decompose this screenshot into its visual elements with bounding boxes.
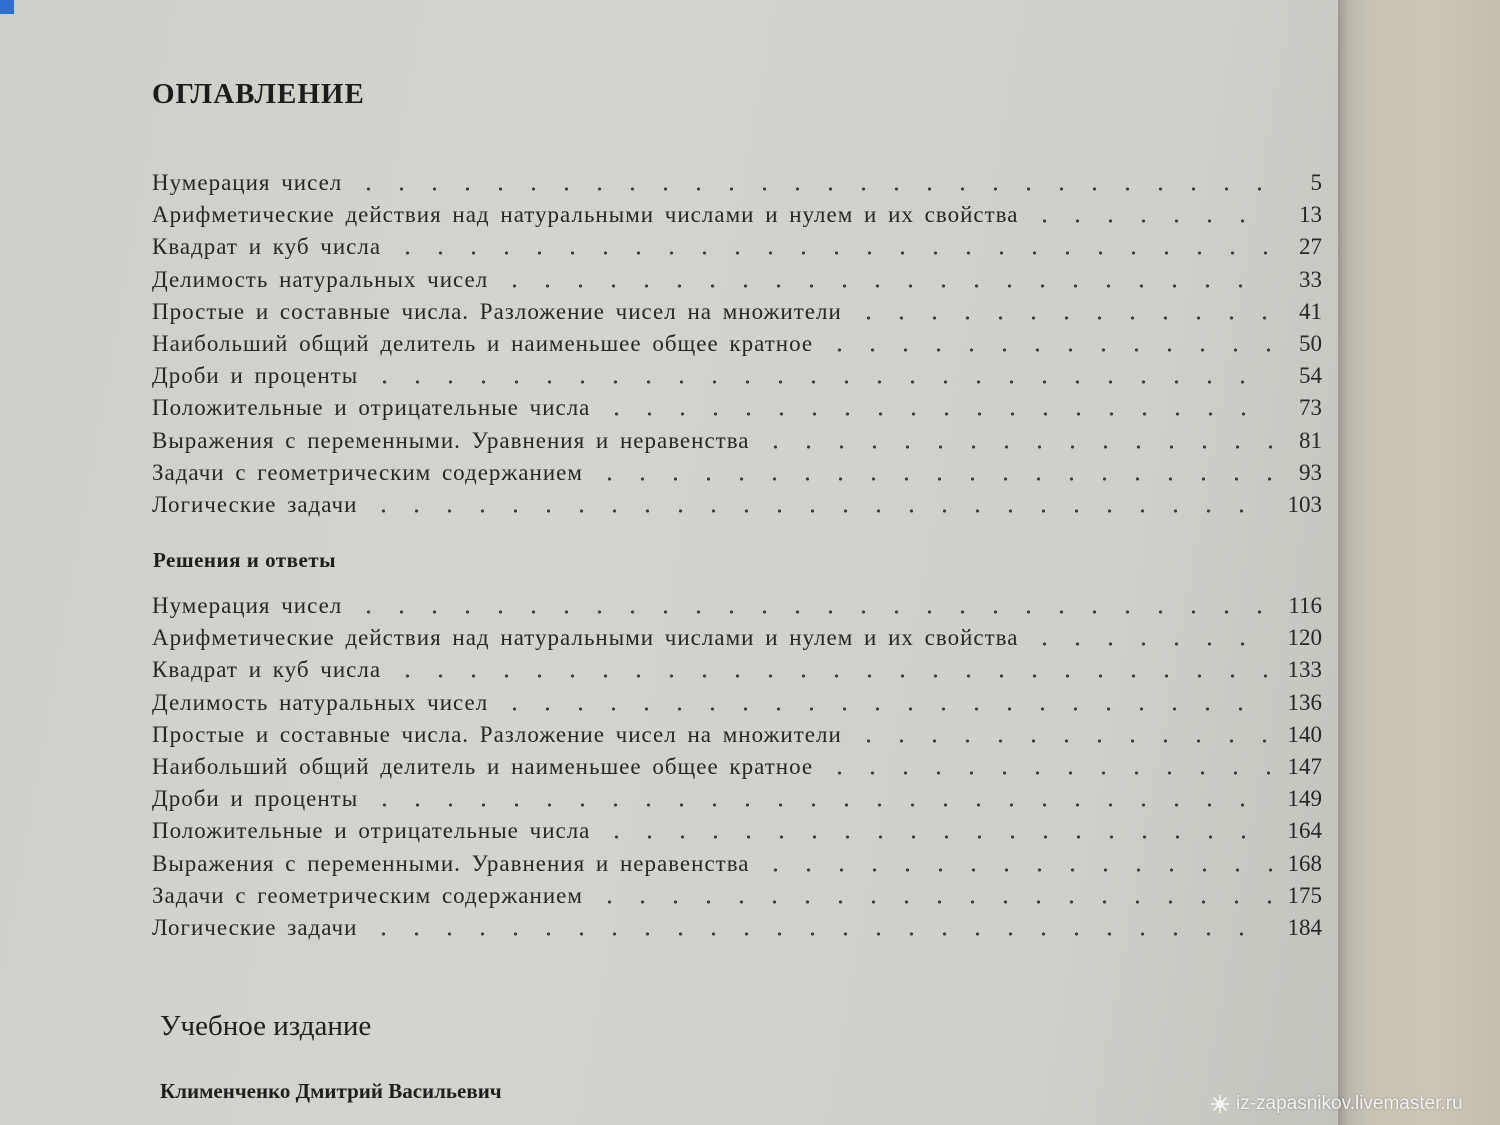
toc-entry <box>152 166 1322 196</box>
toc-entry <box>152 911 1322 941</box>
leader-dots <box>759 430 1272 450</box>
toc-entry-page: 41 <box>1299 298 1322 324</box>
toc-entry-title: Выражения с переменными. Уравнения и неравенства <box>152 850 750 876</box>
toc-entry-page: 120 <box>1287 625 1322 651</box>
corner-mark <box>0 0 14 14</box>
toc-entry-page: 73 <box>1299 395 1322 421</box>
answers-section-title: Решения и ответы <box>153 548 336 572</box>
toc-entry-title: Квадрат и куб числа <box>152 657 382 683</box>
toc-entry <box>152 686 1322 716</box>
leader-dots <box>1028 627 1272 647</box>
toc-entry-page: 149 <box>1287 786 1322 812</box>
leader-dots <box>368 365 1272 385</box>
toc-entry-page: 33 <box>1299 266 1322 292</box>
toc-entry <box>152 424 1322 454</box>
toc-entry-title: Дроби и проценты <box>152 786 359 812</box>
toc-entry-title: Нумерация чисел <box>152 170 343 195</box>
toc-entry-title: Наибольший общий делитель и наименьшее общее кратное <box>152 754 814 779</box>
toc-entry-page: 136 <box>1287 689 1322 715</box>
toc-entry-page: 147 <box>1287 754 1322 779</box>
watermark <box>1210 1093 1463 1115</box>
toc-entry-page: 54 <box>1299 363 1322 389</box>
toc-entry-title: Делимость натуральных чисел <box>152 266 489 292</box>
page-gutter <box>1338 0 1500 1125</box>
leader-dots <box>367 494 1272 514</box>
toc-entry-title: Простые и составные числа. Разложение чисел на множители <box>152 298 842 324</box>
toc-entry-page: 116 <box>1288 593 1322 618</box>
snowflake-icon <box>1210 1094 1230 1114</box>
toc-entry-title: Положительные и отрицательные числа <box>152 818 591 844</box>
toc-entry-title: Логические задачи <box>152 915 358 940</box>
leader-dots <box>600 397 1272 417</box>
leader-dots <box>391 236 1272 256</box>
toc-entry-title: Положительные и отрицательные числа <box>152 395 591 421</box>
toc-entry-title: Арифметические действия над натуральными числами и нулем и их свойства <box>152 625 1019 651</box>
leader-dots <box>352 172 1272 192</box>
toc-entry-title: Арифметические действия над натуральными числами и нулем и их свойства <box>152 202 1019 228</box>
leader-dots <box>367 917 1272 937</box>
leader-dots <box>498 692 1272 712</box>
toc-entry-page: 93 <box>1299 459 1322 485</box>
toc-entry <box>152 391 1322 421</box>
toc-entry-title: Задачи с геометрическим содержанием <box>152 459 583 485</box>
toc-entry <box>152 295 1322 325</box>
toc-entry <box>152 230 1322 260</box>
toc-entry <box>152 589 1322 619</box>
leader-dots <box>593 885 1272 905</box>
toc-entry-page: 184 <box>1287 915 1322 940</box>
toc-entry <box>152 879 1322 909</box>
toc-entry <box>152 359 1322 389</box>
toc-entry-title: Квадрат и куб числа <box>152 234 382 260</box>
toc-entry <box>152 263 1322 293</box>
toc-entry-page: 164 <box>1287 818 1322 844</box>
page-title: ОГЛАВЛЕНИЕ <box>152 78 365 110</box>
toc-entry-page: 27 <box>1299 234 1322 260</box>
leader-dots <box>759 853 1272 873</box>
toc-entry <box>152 814 1322 844</box>
toc-entry <box>152 327 1322 357</box>
toc-entry <box>152 456 1322 486</box>
toc-entry <box>152 847 1322 877</box>
toc-entry <box>152 198 1322 228</box>
leader-dots <box>352 595 1272 615</box>
watermark-text: iz-zapasnikov.livemaster.ru <box>1236 1093 1463 1114</box>
toc-entry-page: 81 <box>1299 427 1322 453</box>
toc-entry <box>152 621 1322 651</box>
toc-entry-title: Выражения с переменными. Уравнения и неравенства <box>152 427 750 453</box>
toc-entry-title: Наибольший общий делитель и наименьшее общее кратное <box>152 331 814 356</box>
leader-dots <box>1028 204 1272 224</box>
edition-label: Учебное издание <box>160 1010 372 1042</box>
toc-entry-page: 168 <box>1287 850 1322 876</box>
toc-entry-page: 50 <box>1299 331 1322 356</box>
toc-entry-page: 13 <box>1299 202 1322 228</box>
leader-dots <box>368 788 1272 808</box>
toc-entry-title: Дроби и проценты <box>152 363 359 389</box>
leader-dots <box>823 756 1272 776</box>
leader-dots <box>498 269 1272 289</box>
toc-entry <box>152 653 1322 683</box>
toc-entry-page: 175 <box>1287 882 1322 908</box>
toc-entry-title: Задачи с геометрическим содержанием <box>152 882 583 908</box>
toc-entry-title: Простые и составные числа. Разложение чисел на множители <box>152 721 842 747</box>
toc-entry-title: Делимость натуральных чисел <box>152 689 489 715</box>
leader-dots <box>823 333 1272 353</box>
author-name: Клименченко Дмитрий Васильевич <box>160 1079 502 1103</box>
toc-entry-page: 140 <box>1287 721 1322 747</box>
leader-dots <box>600 820 1272 840</box>
toc-entry <box>152 782 1322 812</box>
leader-dots <box>391 659 1272 679</box>
toc-entry-title: Нумерация чисел <box>152 593 343 618</box>
leader-dots <box>852 724 1272 744</box>
toc-entry <box>152 750 1322 780</box>
toc-entry-page: 5 <box>1310 170 1322 195</box>
toc-entry <box>152 488 1322 518</box>
toc-entry-title: Логические задачи <box>152 492 358 517</box>
toc-entry-page: 103 <box>1287 492 1322 517</box>
toc-entry <box>152 718 1322 748</box>
toc-entry-page: 133 <box>1287 657 1322 683</box>
leader-dots <box>852 301 1272 321</box>
leader-dots <box>593 462 1272 482</box>
